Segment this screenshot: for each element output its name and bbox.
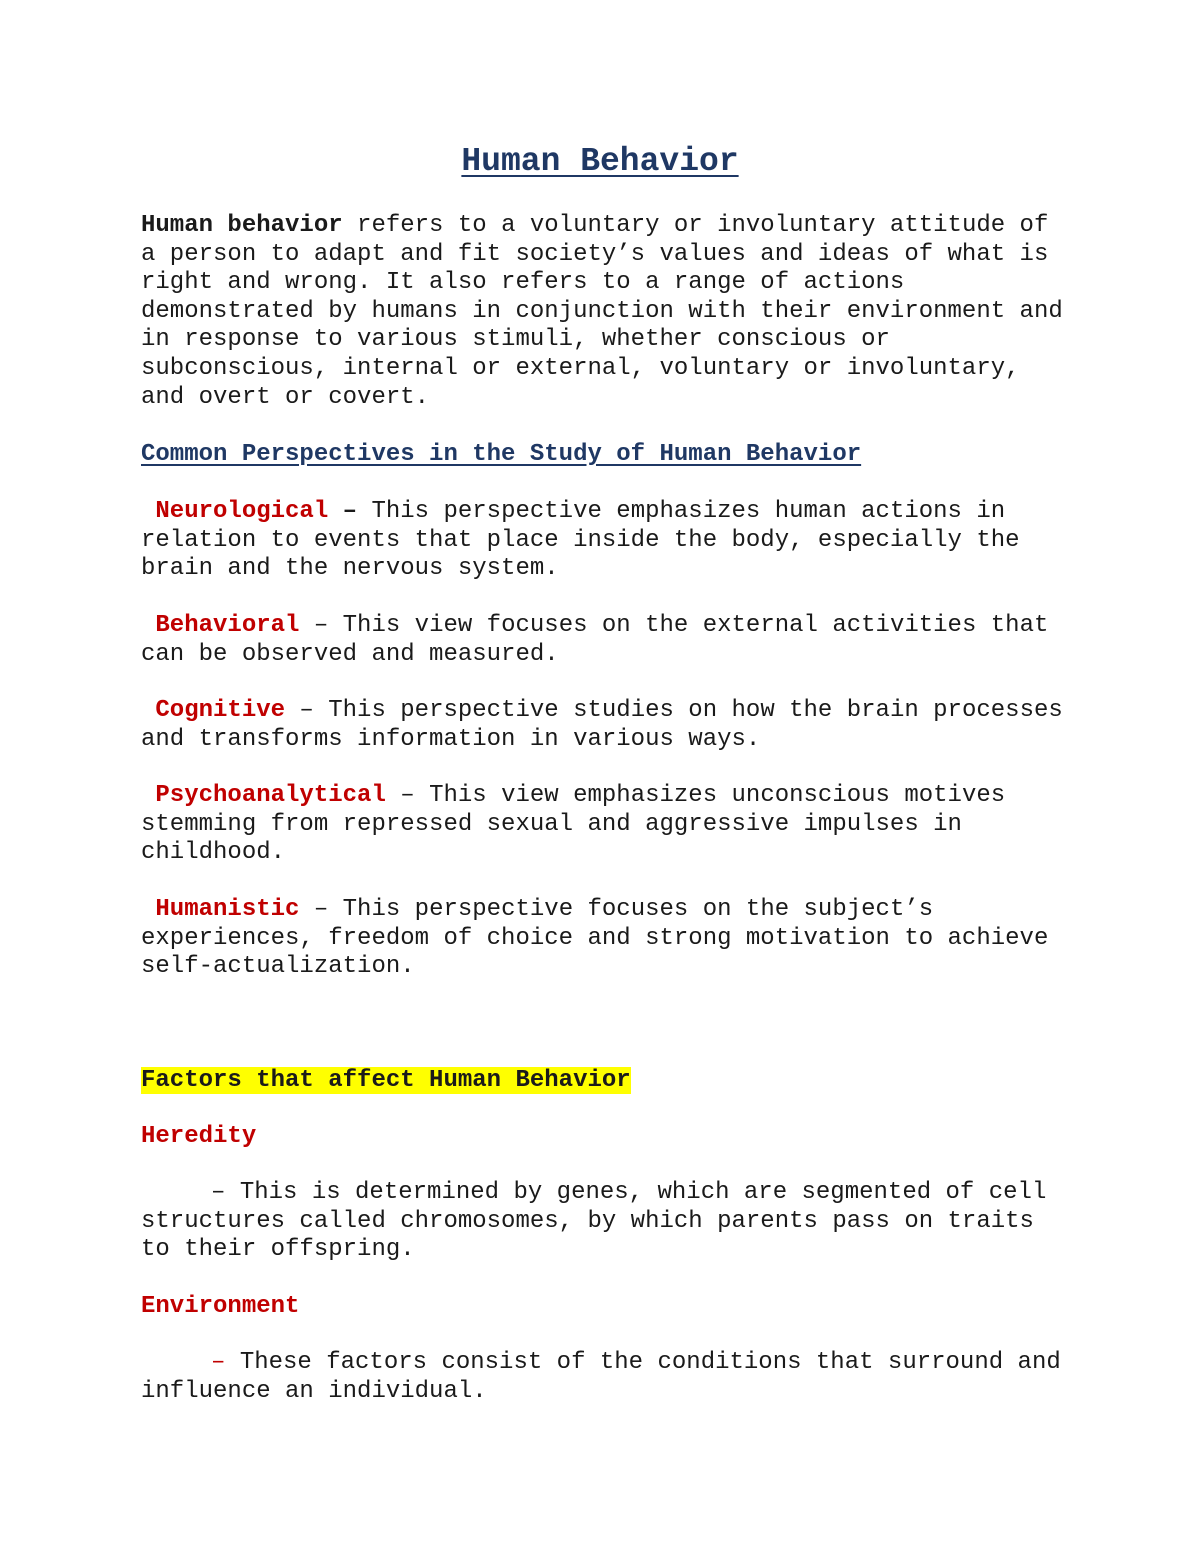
perspective-dash: – [385,782,430,809]
perspectives-heading: Common Perspectives in the Study of Human Behavior [141,441,862,468]
factors-heading: Factors that affect Human Behavior [141,1067,631,1094]
perspective-text: This perspective studies on how the brain processes and transforms information in various ways. [141,697,1063,753]
perspective-text: This perspective focuses on the subject’s experiences, freedom of choice and strong motivation to achieve self-actualization. [141,896,1049,981]
factor-text: This is determined by genes, which are segmented of cell structures called chromosomes, by which parents pass on traits to their offspring. [141,1179,1047,1264]
perspectives-heading-line [141,441,1066,470]
perspective-name: Behavioral [155,612,300,639]
perspective-dash: – [299,612,343,639]
factor-name: Heredity [141,1123,257,1150]
perspective-item-cognitive [141,697,1066,754]
document-title: Human Behavior [461,143,739,180]
factor-dash: – [211,1179,240,1206]
perspective-text: This view focuses on the external activities that can be observed and measured. [141,612,1049,668]
factor-name: Environment [141,1293,300,1320]
factor-environment-name-line [141,1293,1066,1322]
perspective-item-behavioral [141,612,1066,669]
perspective-item-humanistic [141,896,1066,982]
perspective-item-neurological [141,498,1066,584]
perspective-name: Cognitive [155,697,286,724]
perspective-dash: – [285,697,329,724]
factor-dash: – [211,1349,240,1376]
perspective-text: This view emphasizes unconscious motives stemming from repressed sexual and aggressive impulses in childhood. [141,782,1006,867]
factor-environment-description [141,1349,1066,1406]
intro-paragraph [141,212,1066,412]
perspective-name: Psychoanalytical [155,782,386,809]
perspective-dash: – [299,896,343,923]
perspective-text: This perspective emphasizes human actions in relation to events that place inside the body, especially the brain and the nervous system. [141,498,1020,583]
factor-heredity-description [141,1179,1066,1265]
factors-heading-line [141,1067,1066,1096]
factor-heredity-name-line [141,1123,1066,1152]
intro-text: refers to a voluntary or involuntary attitude of a person to adapt and fit society’s values and ideas of what is right and wrong. It also refers to a range of actions demonstrated by humans in conjunction with their environment and in response to various stimuli, whether conscious or subconscious, internal or external, voluntary or involuntary, and overt or covert. [141,212,1063,411]
factor-text: These factors consist of the conditions that surround and influence an individual. [141,1349,1061,1405]
perspective-name: Humanistic [155,896,300,923]
perspective-name: Neurological [155,498,329,525]
perspective-item-psychoanalytical [141,782,1066,868]
perspective-dash: – [328,498,372,525]
intro-term: Human behavior [141,212,343,239]
